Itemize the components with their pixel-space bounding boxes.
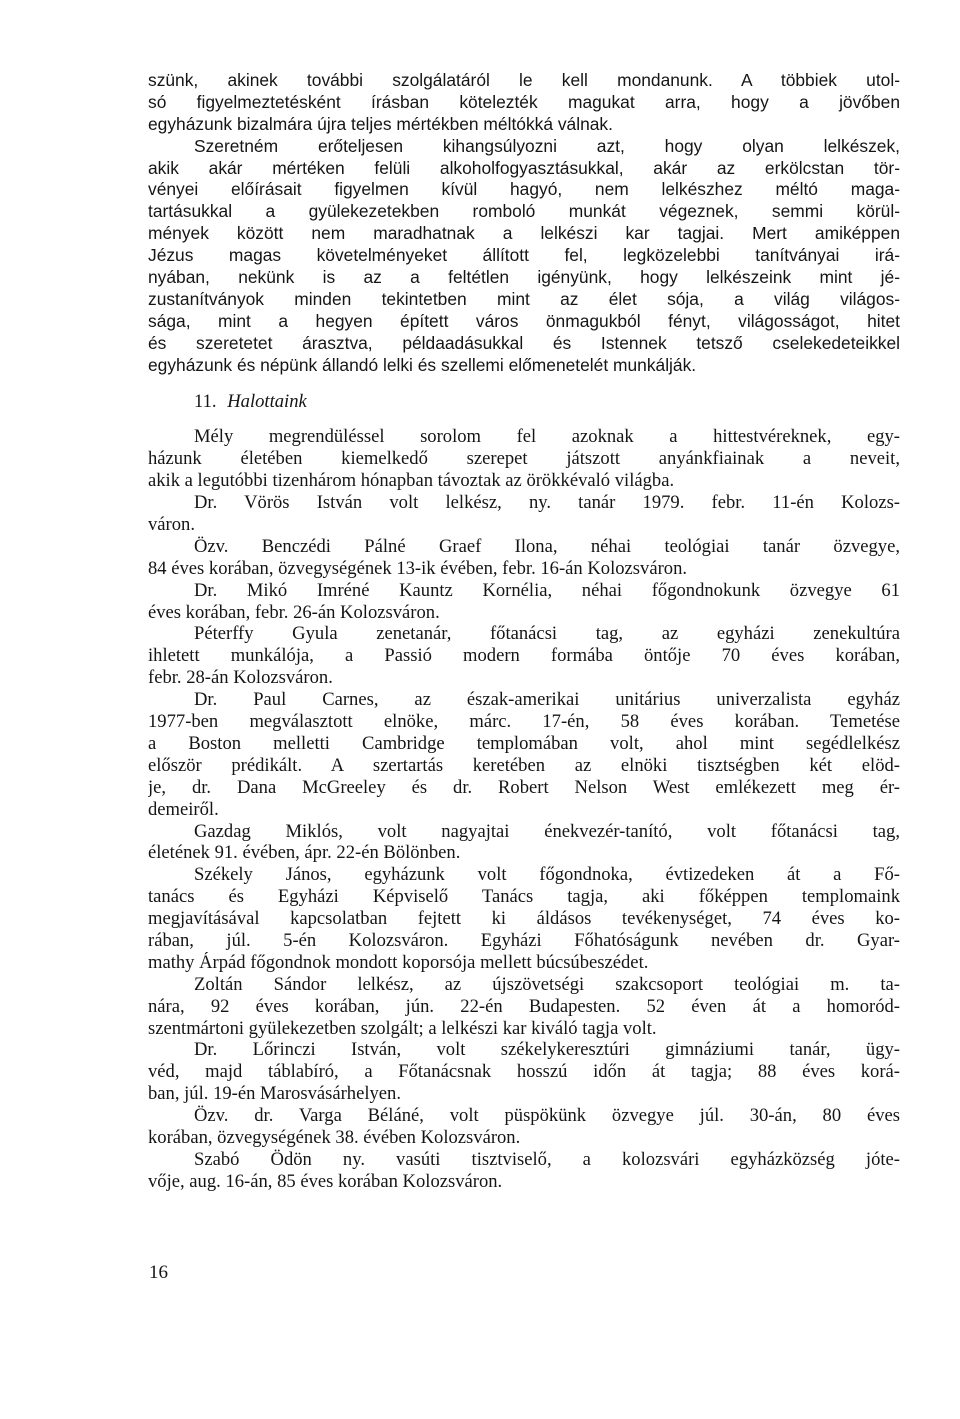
- text-line: egyházunk és népünk állandó lelki és szellemi előmenetelét munkálják.: [148, 354, 697, 375]
- text-line: Mély megrendüléssel sorolom fel azoknak a hittestvéreknek, egy-: [194, 426, 900, 448]
- text-line: só figyelmeztetésként írásban kötelezték magukat arra, hogy a jövőben: [148, 91, 900, 112]
- text-line: 84 éves korában, özvegységének 13-ik évében, febr. 16-án Kolozsváron.: [148, 557, 688, 579]
- text-line: éves korában, febr. 26-án Kolozsváron.: [148, 601, 440, 623]
- text-line: Özv. dr. Varga Béláné, volt püspökünk özvegye júl. 30-án, 80 éves: [194, 1105, 900, 1127]
- section-number: 11.: [194, 391, 217, 413]
- text-line: vője, aug. 16-án, 85 éves korában Kolozsváron.: [148, 1170, 503, 1192]
- text-line: Dr. Lőrinczi István, volt székelykeresztúri gimnáziumi tanár, ügy-: [194, 1039, 900, 1061]
- section-title: Halottaink: [227, 391, 307, 413]
- text-line: Dr. Mikó Imréné Kauntz Kornélia, néhai főgondnokunk özvegye 61: [194, 579, 900, 601]
- text-line: véd, majd táblabíró, a Főtanácsnak hosszú időn át tagja; 88 éves korá-: [148, 1061, 900, 1083]
- text-line: nára, 92 éves korában, jún. 22-én Budapesten. 52 éven át a homoród-: [148, 995, 900, 1017]
- text-line: Dr. Vörös István volt lelkész, ny. tanár 1979. febr. 11-én Kolozs-: [194, 492, 900, 514]
- text-line: egyházunk bizalmára újra teljes mértékben méltókká válnak.: [148, 113, 613, 134]
- text-line: 1977-ben megválasztott elnöke, márc. 17-én, 58 éves korában. Temetése: [148, 711, 900, 733]
- text-line: ban, júl. 19-én Marosvásárhelyen.: [148, 1083, 402, 1105]
- text-line: Szeretném erőteljesen kihangsúlyozni azt, hogy olyan lelkészek,: [194, 135, 900, 156]
- text-line: Jézus magas követelményeket állított fel, legközelebbi tanítványai irá-: [148, 245, 900, 266]
- text-line: mények között nem maradhatnak a lelkészi kar tagjai. Mert amiképpen: [148, 223, 900, 244]
- text-line: rában, júl. 5-én Kolozsváron. Egyházi Főhatóságunk nevében dr. Gyar-: [148, 929, 900, 951]
- text-line: házunk életében kiemelkedő szerepet játszott anyánkfiainak a neveit,: [148, 448, 900, 470]
- text-line: váron.: [148, 514, 195, 536]
- text-line: febr. 28-án Kolozsváron.: [148, 667, 333, 689]
- intro-paragraphs: [148, 70, 900, 376]
- section-heading: [148, 390, 900, 426]
- text-line: Péterffy Gyula zenetanár, főtanácsi tag, az egyházi zenekultúra: [194, 623, 900, 645]
- text-line: demeiről.: [148, 798, 219, 820]
- text-line: életének 91. évében, ápr. 22-én Bölönben.: [148, 842, 461, 864]
- text-line: és szeretetet árasztva, példaadásukkal és Istennek tetsző cselekedeteikkel: [148, 332, 900, 353]
- text-line: megjavításával kapcsolatban fejtett ki áldásos tevékenységet, 74 éves ko-: [148, 908, 900, 930]
- text-line: Szabó Ödön ny. vasúti tisztviselő, a kolozsvári egyházközség jóte-: [194, 1148, 900, 1170]
- obituary-list: [148, 426, 900, 1192]
- text-line: vényei előírásait figyelmen kívül hagyó, nem lelkészhez méltó maga-: [148, 179, 900, 200]
- text-line: korában, özvegységének 38. évében Kolozsváron.: [148, 1126, 521, 1148]
- text-line: mathy Árpád főgondnok mondott koporsója mellett búcsúbeszédet.: [148, 951, 649, 973]
- text-line: nyában, nekünk is az a feltétlen igényünk, hogy lelkészeink mint jé-: [148, 267, 900, 288]
- text-line: akik a legutóbbi tizenhárom hónapban távoztak az örökkévaló világba.: [148, 470, 675, 492]
- text-line: Székely János, egyházunk volt főgondnoka, évtizedeken át a Fő-: [194, 864, 900, 886]
- text-line: akik akár mértéken felüli alkoholfogyasztásukkal, akár az erkölcstan tör-: [148, 157, 900, 178]
- page-number: 16: [149, 1262, 168, 1283]
- text-line: Gazdag Miklós, volt nagyajtai énekvezér-tanító, volt főtanácsi tag,: [194, 820, 900, 842]
- text-line: Özv. Benczédi Pálné Graef Ilona, néhai teológiai tanár özvegye,: [194, 535, 900, 557]
- text-line: a Boston melletti Cambridge templomában volt, ahol mint segédlelkész: [148, 732, 900, 754]
- text-line: Dr. Paul Carnes, az észak-amerikai unitárius univerzalista egyház: [194, 689, 900, 711]
- text-line: ihletett munkálója, a Passió modern formába öntője 70 éves korában,: [148, 645, 900, 667]
- text-block: [148, 70, 900, 1193]
- text-line: tartásukkal a gyülekezetekben romboló munkát végeznek, semmi körül-: [148, 201, 900, 222]
- text-line: sága, mint a hegyen épített város önmagukból fényt, világosságot, hitet: [148, 310, 900, 331]
- text-line: tanács és Egyházi Képviselő Tanács tagja, aki főképpen templomaink: [148, 886, 900, 908]
- text-line: Zoltán Sándor lelkész, az újszövetségi szakcsoport teológiai m. ta-: [194, 973, 900, 995]
- text-line: először prédikált. A szertartás keretében az elnöki tisztségben két elöd-: [148, 754, 900, 776]
- text-line: szentmártoni gyülekezetben szolgált; a lelkészi kar kiváló tagja volt.: [148, 1017, 657, 1039]
- text-line: szünk, akinek további szolgálatáról le kell mondanunk. A többiek utol-: [148, 70, 900, 90]
- text-line: zustanítványok minden tekintetben mint az élet sója, a világ világos-: [148, 288, 900, 309]
- text-line: je, dr. Dana McGreeley és dr. Robert Nelson West emlékezett meg ér-: [148, 776, 900, 798]
